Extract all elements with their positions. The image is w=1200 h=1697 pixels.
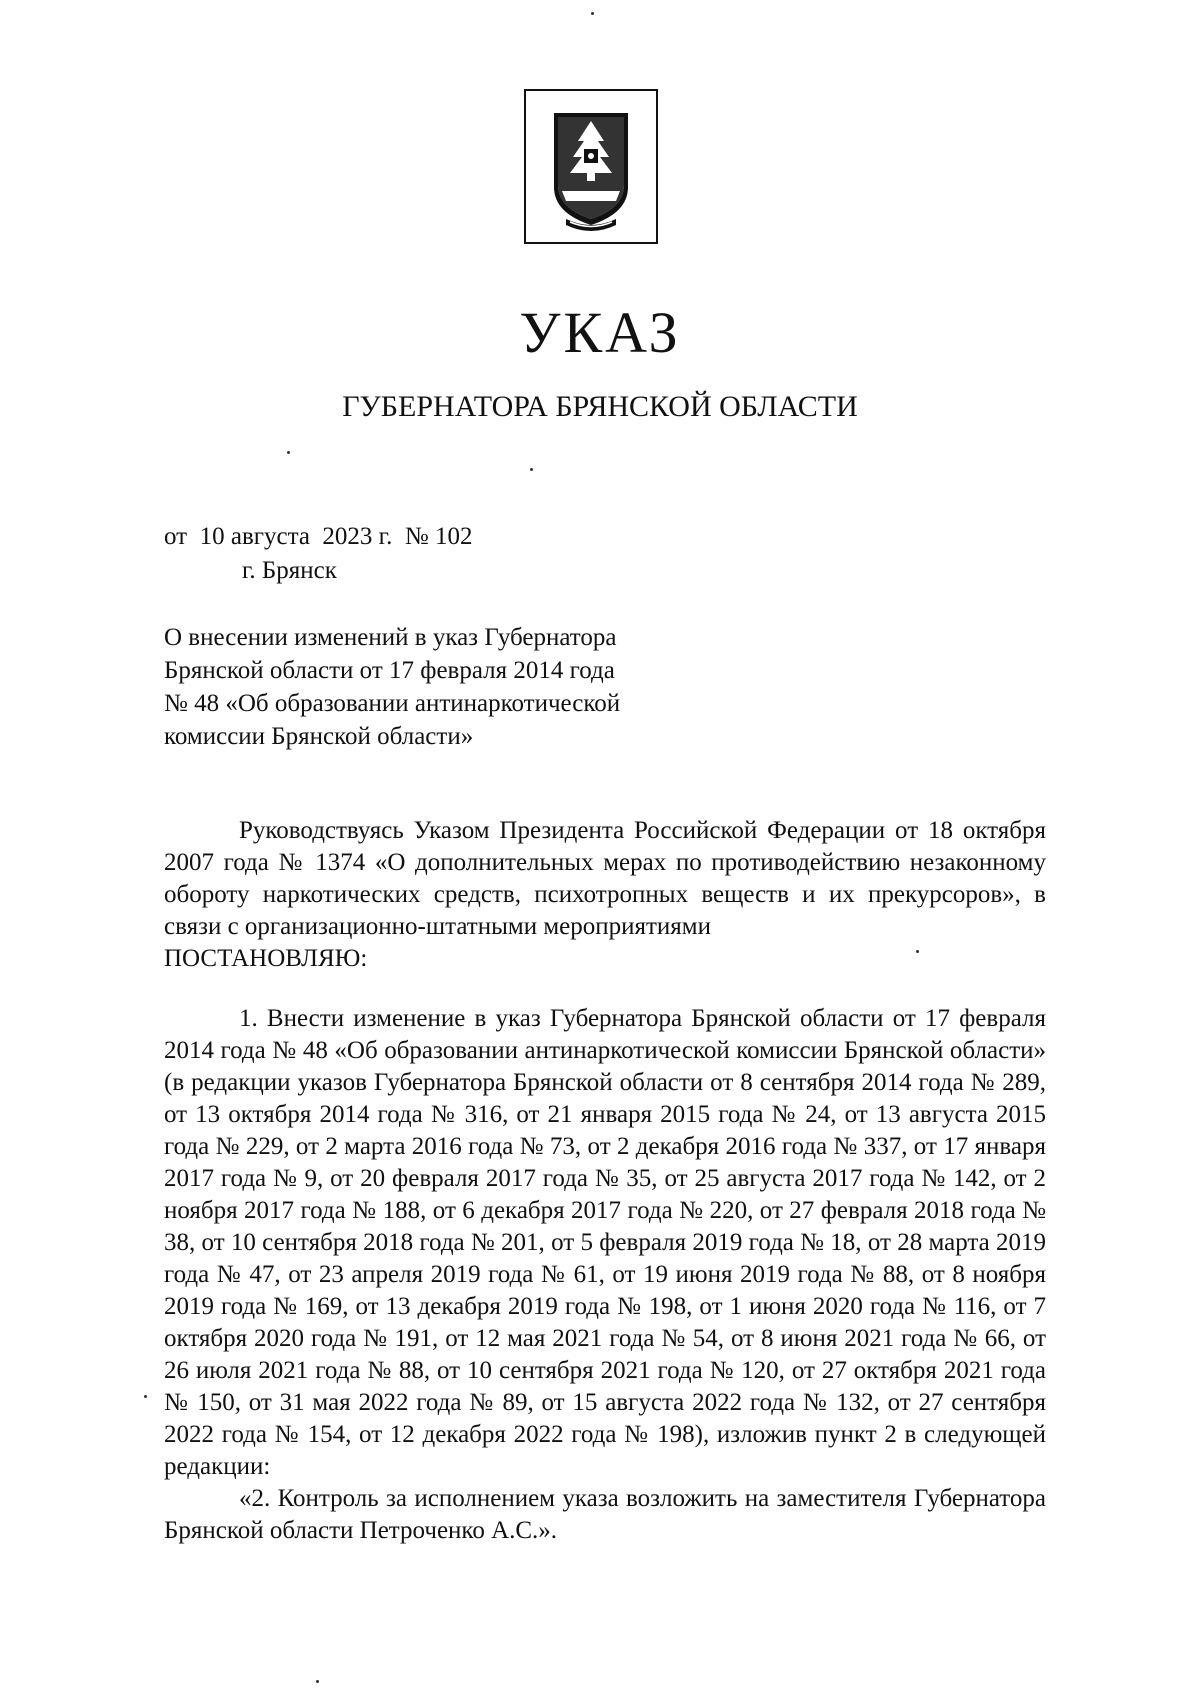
scan-speck: [916, 950, 919, 953]
document-body: [164, 815, 1046, 1547]
scan-speck: [144, 1395, 147, 1398]
bryansk-coat-of-arms-icon: [526, 91, 656, 242]
date-number-line: от 10 августа 2023 г. № 102: [164, 523, 473, 550]
document-subtitle: ГУБЕРНАТОРА БРЯНСКОЙ ОБЛАСТИ: [342, 390, 858, 423]
subject-line: комиссии Брянской области»: [164, 723, 474, 750]
scan-speck: [316, 1680, 319, 1683]
coat-of-arms-frame: [524, 89, 658, 244]
document-title: УКАЗ: [519, 300, 681, 365]
item-1-paragraph: 1. Внести изменение в указ Губернатора Брянской области от 17 февраля 2014 года № 48 «Об образовании антинаркотической комиссии Брянской области» (в редакции указов Губернатора Брянской области от 8 сентября 2014 года № 289, от 13 октября 2014 года № 316, от 21 января 2015 года № 24, от 13 августа 2015 года № 229, от 2 марта 2016 года № 73, от 2 декабря 2016 года № 337, от 17 января 2017 года № 9, от 20 февраля 2017 года № 35, от 25 августа 2017 года № 142, от 2 ноября 2017 года № 188, от 6 декабря 2017 года № 220, от 27 февраля 2018 года № 38, от 10 сентября 2018 года № 201, от 5 февраля 2019 года № 18, от 28 марта 2019 года № 47, от 23 апреля 2019 года № 61, от 19 июня 2019 года № 88, от 8 ноября 2019 года № 169, от 13 декабря 2019 года № 198, от 1 июня 2020 года № 116, от 7 октября 2020 года № 191, от 12 мая 2021 года № 54, от 8 июня 2021 года № 66, от 26 июля 2021 года № 88, от 10 сентября 2021 года № 120, от 27 октября 2021 года № 150, от 31 мая 2022 года № 89, от 15 августа 2022 года № 132, от 27 сентября 2022 года № 154, от 12 декабря 2022 года № 198), изложив пункт 2 в следующей редакции:: [164, 1005, 1046, 1480]
subject-block: [164, 621, 724, 753]
subject-line: № 48 «Об образовании антинаркотической: [164, 690, 621, 717]
decree-word: ПОСТАНОВЛЯЮ:: [164, 945, 368, 972]
subject-line: О внесении изменений в указ Губернатора: [164, 624, 617, 651]
city-line: г. Брянск: [242, 557, 337, 584]
scan-speck: [287, 451, 290, 454]
subject-line: Брянской области от 17 февраля 2014 года: [164, 657, 615, 684]
preamble-paragraph: Руководствуясь Указом Президента Российской Федерации от 18 октября 2007 года № 1374 «О дополнительных мерах по противодействию незаконному обороту наркотических средств, психотропных веществ и их прекурсоров», в связи с организационно-штатными мероприятиями: [164, 817, 1046, 940]
scan-speck: [530, 468, 533, 471]
item-1-quote-paragraph: «2. Контроль за исполнением указа возложить на заместителя Губернатора Брянской области Петроченко А.С.».: [164, 1485, 1046, 1544]
scan-speck: [591, 12, 594, 15]
